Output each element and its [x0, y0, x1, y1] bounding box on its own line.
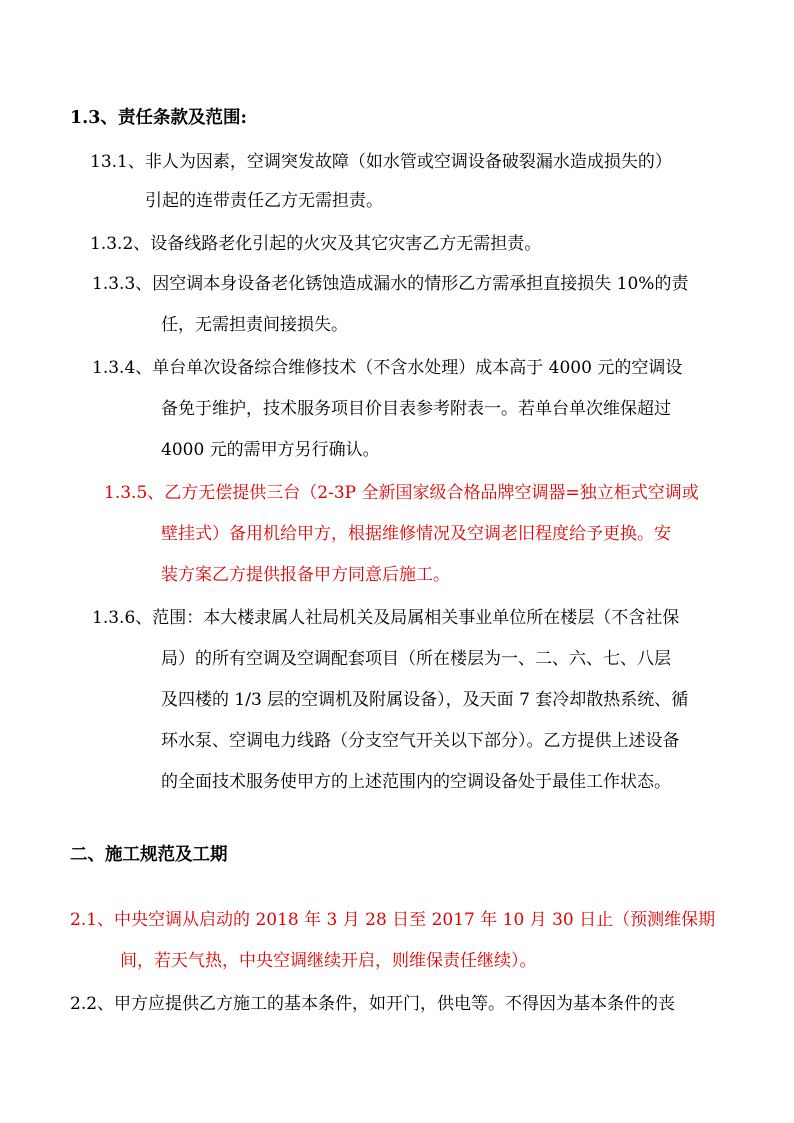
clause-1-3-6-line-3: 及四楼的 1/3 层的空调机及附属设备），及天面 7 套冷却散热系统、循 [161, 690, 689, 710]
section-1-3-heading: 1.3、责任条款及范围: [70, 108, 247, 128]
section-2-heading: 二、施工规范及工期 [70, 845, 228, 865]
clause-1-3-5-line-1: 1.3.5、乙方无偿提供三台（2-3P 全新国家级合格品牌空调器=独立柜式空调或 [104, 483, 699, 503]
clause-1-3-4-line-2: 备免于维护，技术服务项目价目表参考附表一。若单台单次维保超过 [161, 399, 671, 419]
clause-1-3-6-line-5: 的全面技术服务使甲方的上述范围内的空调设备处于最佳工作状态。 [161, 772, 671, 792]
clause-1-3-1-line-2: 引起的连带责任乙方无需担责。 [145, 191, 383, 211]
clause-1-3-5-line-2: 壁挂式）备用机给甲方，根据维修情况及空调老旧程度给予更换。安 [161, 524, 671, 544]
clause-1-3-2-line-1: 1.3.2、设备线路老化引起的火灾及其它灾害乙方无需担责。 [90, 234, 542, 254]
clause-1-3-4-line-3: 4000 元的需甲方另行确认。 [161, 440, 380, 460]
clause-2-2-line-1: 2.2、甲方应提供乙方施工的基本条件，如开门，供电等。不得因为基本条件的丧 [70, 994, 676, 1014]
clause-1-3-1-line-1: 13.1、非人为因素，空调突发故障（如水管或空调设备破裂漏水造成损失的） [90, 152, 672, 172]
clause-2-1-line-1: 2.1、中央空调从启动的 2018 年 3 月 28 日至 2017 年 10 月 30 日止（预测维保期 [70, 910, 716, 930]
clause-2-1-line-2: 间，若天气热，中央空调继续开启，则维保责任继续）。 [120, 951, 537, 971]
clause-1-3-5-line-3: 装方案乙方提供报备甲方同意后施工。 [161, 565, 450, 585]
clause-1-3-3-line-2: 任，无需担责间接损失。 [161, 315, 348, 335]
clause-1-3-4-line-1: 1.3.4、单台单次设备综合维修技术（不含水处理）成本高于 4000 元的空调设 [92, 358, 683, 378]
clause-1-3-3-line-1: 1.3.3、因空调本身设备老化锈蚀造成漏水的情形乙方需承担直接损失 10%的责 [92, 274, 689, 294]
clause-1-3-6-line-2: 局）的所有空调及空调配套项目（所在楼层为一、二、六、七、八层 [161, 649, 671, 669]
clause-1-3-6-line-4: 环水泵、空调电力线路（分支空气开关以下部分）。乙方提供上述设备 [161, 731, 680, 751]
clause-1-3-6-line-1: 1.3.6、范围：本大楼隶属人社局机关及局属相关事业单位所在楼层（不含社保 [92, 608, 680, 628]
